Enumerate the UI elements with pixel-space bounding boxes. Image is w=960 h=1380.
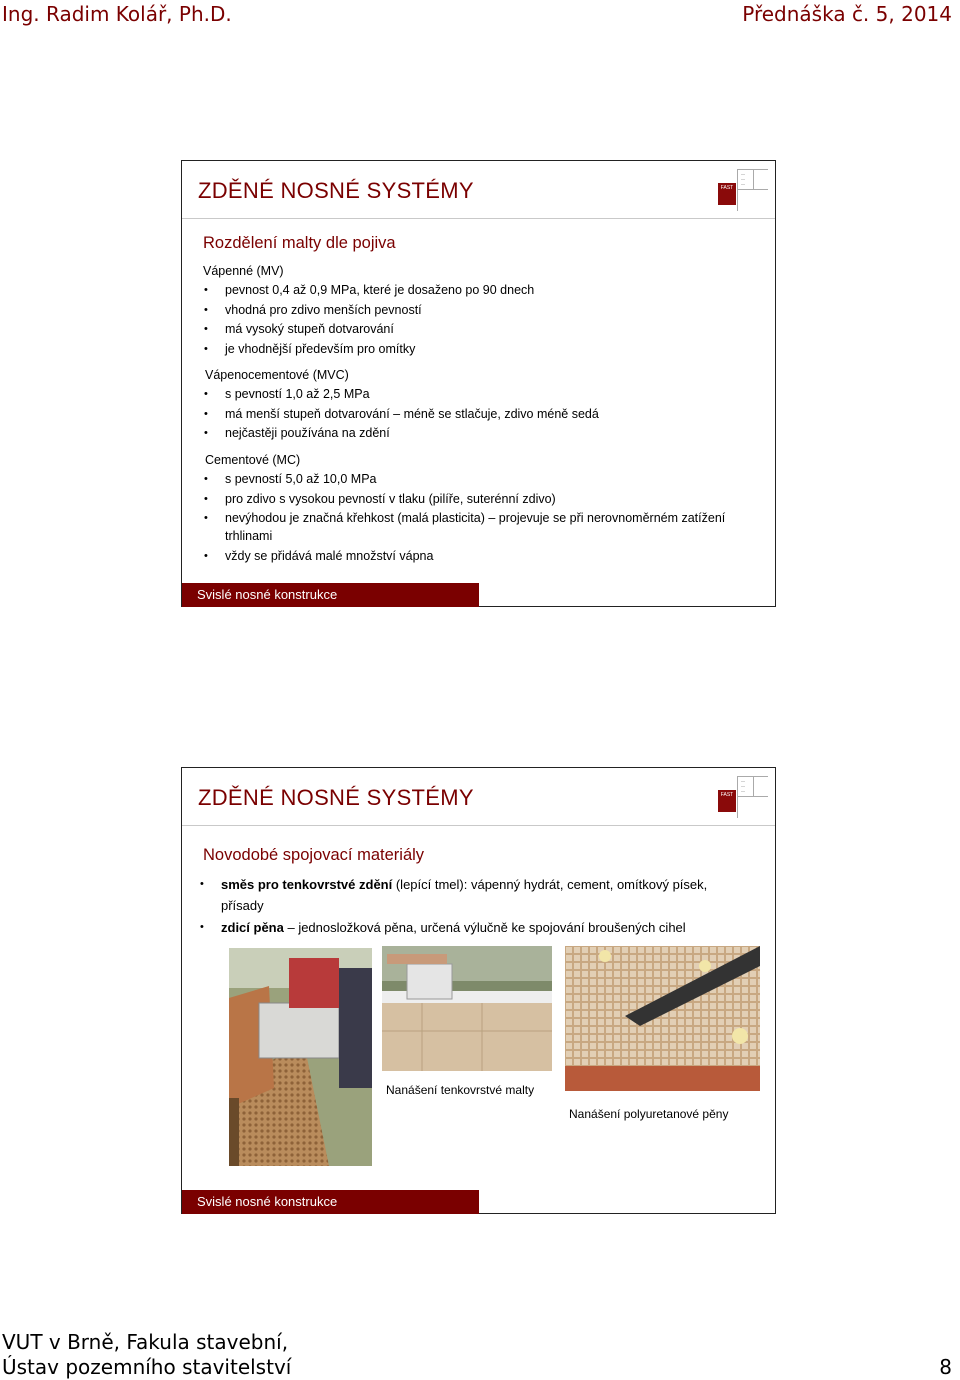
list-item: • pevnost 0,4 až 0,9 MPa, které je dosaženo po 90 dnech (204, 281, 534, 301)
list-item (200, 874, 740, 916)
fast-logo-mark: FAST (718, 183, 736, 205)
section-heading: Vápenocementové (MVC) (205, 368, 349, 382)
slide-title: ZDĚNÉ NOSNÉ SYSTÉMY (198, 785, 474, 810)
list-item: • pro zdivo s vysokou pevností v tlaku (pilíře, suterénní zdivo) (204, 490, 739, 510)
bullet-list (204, 470, 739, 567)
list-item: • s pevností 5,0 až 10,0 MPa (204, 470, 739, 490)
caption-mortar: Nanášení tenkovrstvé malty (386, 1083, 535, 1097)
author-header: Ing. Radim Kolář, Ph.D. (2, 2, 232, 26)
term-description: – jednosložková pěna, určená výlučně ke spojování broušených cihel (283, 920, 686, 935)
list-item: • vždy se přidává malé množství vápna (204, 547, 739, 567)
lecture-header: Přednáška č. 5, 2014 (742, 2, 952, 26)
photo-mortar-applicator (229, 948, 372, 1166)
slide-subtitle: Novodobé spojovací materiály (203, 846, 425, 864)
list-item: • má menší stupeň dotvarování – méně se stlačuje, zdivo méně sedá (204, 405, 599, 425)
slide-subtitle: Rozdělení malty dle pojiva (203, 234, 396, 252)
page-number: 8 (939, 1355, 952, 1379)
bullet-list (204, 385, 599, 444)
institution-line-1: VUT v Brně, Fakula stavební, (2, 1330, 289, 1354)
list-item: • nejčastěji používána na zdění (204, 424, 599, 444)
bullet-list (204, 281, 534, 359)
caption-foam: Nanášení polyuretanové pěny (569, 1107, 729, 1121)
term-description: (lepící tmel): vápenný hydrát, cement, omítkový písek, přísady (221, 877, 708, 913)
term: zdicí pěna (221, 920, 284, 935)
section-heading: Cementové (MC) (205, 453, 301, 467)
list-item: • je vhodnější především pro omítky (204, 340, 534, 360)
list-item: • má vysoký stupeň dotvarování (204, 320, 534, 340)
fast-logo: FAST — — — (717, 774, 773, 822)
list-item: • nevýhodou je značná křehkost (malá plasticita) – projevuje se při nerovnoměrném zatížení trhlinami (204, 509, 739, 547)
fast-logo: FAST — — — (717, 167, 773, 215)
slide-footer: Svislé nosné konstrukce (182, 583, 479, 607)
list-item: • s pevností 1,0 až 2,5 MPa (204, 385, 599, 405)
term: směs pro tenkovrstvé zdění (221, 877, 393, 892)
institution-line-2: Ústav pozemního stavitelství (2, 1355, 292, 1379)
slide-1 (181, 160, 776, 607)
section-heading: Vápenné (MV) (203, 264, 284, 278)
slide-title: ZDĚNÉ NOSNÉ SYSTÉMY (198, 178, 474, 203)
slide-footer: Svislé nosné konstrukce (182, 1190, 479, 1214)
slide-2 (181, 767, 776, 1214)
photo-pu-foam (565, 946, 760, 1091)
photo-thin-mortar (382, 946, 552, 1071)
list-item: • vhodná pro zdivo menších pevností (204, 301, 534, 321)
list-item (200, 917, 740, 938)
bullet-list (200, 874, 740, 938)
fast-logo-mark: FAST (718, 790, 736, 812)
